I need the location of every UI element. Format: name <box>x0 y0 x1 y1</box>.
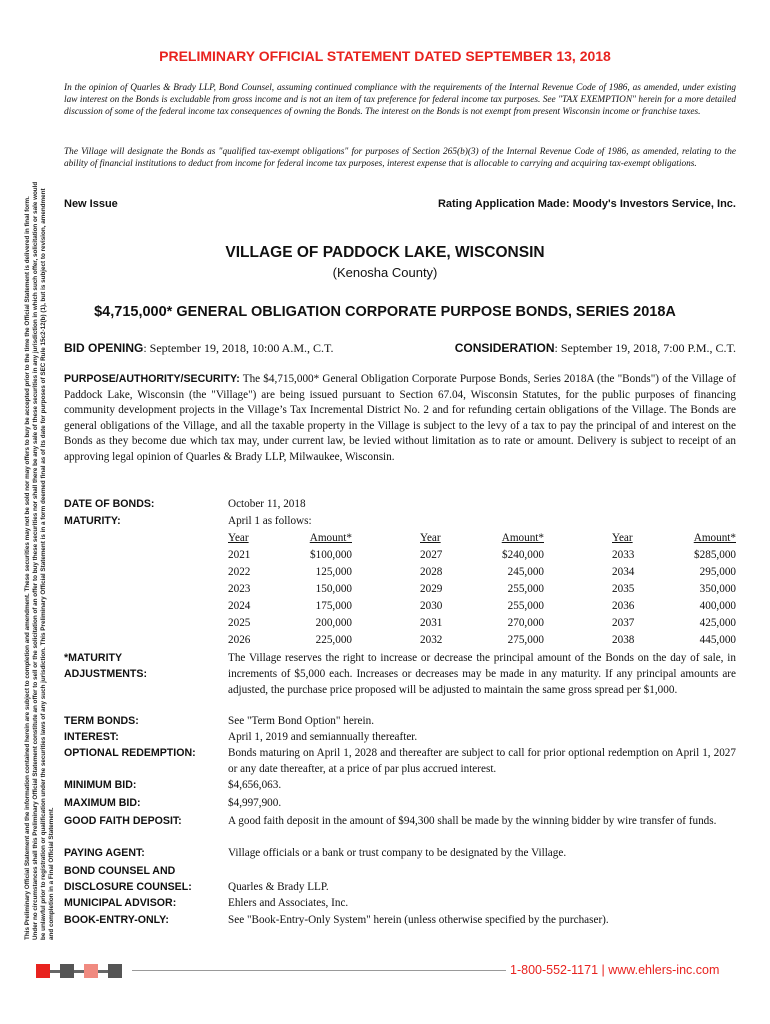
tax-opinion-paragraph: In the opinion of Quarles & Brady LLP, Bond Counsel, assuming continued compliance with the requirements of the Internal Revenue Code of 1986, as amended, under existing law interest on the Bonds is excludable from gross income and is not an item of tax preference for federal income tax purposes. See "TAX EXEMPTION" herein for a more detailed discussion of some of the federal income tax consequences of owning the Bonds. The interest on the Bonds is not exempt from present Wisconsin income or franchise taxes. <box>64 83 736 118</box>
maturity-amount-column <box>464 530 544 649</box>
footer-square <box>60 964 74 978</box>
bid-opening-value: : September 19, 2018, 10:00 A.M., C.T. <box>143 341 334 355</box>
footer-contact: 1-800-552-1171 | www.ehlers-inc.com <box>510 963 720 977</box>
maturity-year: 2029 <box>420 583 443 595</box>
maturity-year-column <box>420 530 460 649</box>
maturity-amount: $240,000 <box>502 549 544 561</box>
side-notice-line: Under no circumstances shall this Preliminary Official Statement constitute an offer to sell or the solicitation of an offer to buy these securities nor shall there be any sale of these securities in any jurisdiction in which such offer, solicitation or sale would <box>32 181 39 940</box>
maturity-year: 2026 <box>228 634 251 646</box>
footer-square <box>84 964 98 978</box>
term-label: MUNICIPAL ADVISOR: <box>64 897 177 909</box>
maturity-year-column <box>228 530 268 649</box>
consideration-label: CONSIDERATION <box>454 341 555 355</box>
term-value: October 11, 2018 <box>228 498 306 510</box>
side-notice-line: This Preliminary Official Statement and the information contained herein are subject to completion and amendment. These securities may not be sold nor may offers to buy be accepted prior to the time the Official Statement is delivered in final form. <box>24 196 31 940</box>
bonds-title: $4,715,000* GENERAL OBLIGATION CORPORATE PURPOSE BONDS, SERIES 2018A <box>94 304 676 320</box>
maturity-year: 2038 <box>612 634 635 646</box>
maturity-amount: 400,000 <box>699 600 736 612</box>
maturity-amount: 150,000 <box>315 583 352 595</box>
maturity-year: 2022 <box>228 566 251 578</box>
term-value: See "Book-Entry-Only System" herein (unless otherwise specified by the purchaser). <box>228 914 609 926</box>
term-value: April 1, 2019 and semiannually thereafter. <box>228 731 418 743</box>
purpose-text: The $4,715,000* General Obligation Corporate Purpose Bonds, Series 2018A (the "Bonds") of the Village of Paddock Lake, Wisconsin (the "Village") are being issued pursuant to Section 67.04, Wisconsin Statutes, for the public purposes of financing community development projects in the Village’s Tax Incremental District No. 2 and for refunding certain obligations of the Village. The Bonds are general obligations of the Village, and all the taxable property in the Village is subject to the levy of a tax to pay the principal of and interest on the Bonds as they become due which tax may, under current law, be levied without limitation as to rate or amount. Delivery is subject to receipt of an approving legal opinion of Quarles & Brady LLP, Milwaukee, Wisconsin. <box>64 373 736 463</box>
amount-header: Amount* <box>309 532 352 544</box>
term-value: A good faith deposit in the amount of $94,300 shall be made by the winning bidder by wire transfer of funds. <box>228 815 717 827</box>
footer-square-connector <box>74 970 84 973</box>
bid-opening <box>64 341 333 356</box>
maturity-amount: 350,000 <box>699 583 736 595</box>
document-title: PRELIMINARY OFFICIAL STATEMENT DATED SEPTEMBER 13, 2018 <box>159 48 611 64</box>
maturity-amount: $285,000 <box>694 549 736 561</box>
maturity-amount: 445,000 <box>699 634 736 646</box>
year-header: Year <box>612 532 633 544</box>
term-value: Village officials or a bank or trust company to be designated by the Village. <box>228 847 567 859</box>
term-value: Bonds maturing on April 1, 2028 and thereafter are subject to call for prior optional redemption on April 1, 2027 or any date thereafter, at a price of par plus accrued interest. <box>228 747 736 775</box>
year-header: Year <box>228 532 249 544</box>
term-label: BOOK-ENTRY-ONLY: <box>64 914 169 926</box>
consideration-value: : September 19, 2018, 7:00 P.M., C.T. <box>554 341 736 355</box>
term-label: GOOD FAITH DEPOSIT: <box>64 815 182 827</box>
footer-square <box>36 964 50 978</box>
term-label: MATURITY: <box>64 515 121 527</box>
footer-square-connector <box>50 970 60 973</box>
maturity-year: 2024 <box>228 600 251 612</box>
term-value: April 1 as follows: <box>228 515 312 527</box>
maturity-amount-column <box>272 530 352 649</box>
year-header: Year <box>420 532 441 544</box>
maturity-amount: 125,000 <box>315 566 352 578</box>
bid-opening-label: BID OPENING <box>64 341 144 355</box>
maturity-year: 2028 <box>420 566 443 578</box>
term-label: PAYING AGENT: <box>64 847 145 859</box>
side-notice-line: be unlawful prior to registration or qualification under the securities laws of any such jurisdiction. This Preliminary Official Statement is in a form deemed final as of its date for purposes of SEC Rule 15c2-12(b) (1), but is subject to revision, amendment <box>40 188 47 940</box>
maturity-year: 2021 <box>228 549 251 561</box>
side-notice <box>24 70 56 940</box>
maturity-amount: 270,000 <box>507 617 544 629</box>
footer-square <box>108 964 122 978</box>
rating-statement: Rating Application Made: Moody's Investors Service, Inc. <box>437 198 736 210</box>
consideration <box>455 341 736 356</box>
footer-divider <box>132 970 506 971</box>
term-value: See "Term Bond Option" herein. <box>228 715 374 727</box>
maturity-amount: 255,000 <box>507 583 544 595</box>
maturity-amount: 225,000 <box>315 634 352 646</box>
term-label: DATE OF BONDS: <box>64 498 155 510</box>
term-label: MAXIMUM BID: <box>64 797 141 809</box>
maturity-year: 2036 <box>612 600 635 612</box>
maturity-year: 2027 <box>420 549 443 561</box>
maturity-year: 2034 <box>612 566 635 578</box>
term-label: INTEREST: <box>64 731 119 743</box>
side-notice-line: and completion in a Final Official Statement. <box>48 807 55 940</box>
maturity-year: 2033 <box>612 549 635 561</box>
new-issue-label: New Issue <box>64 198 118 210</box>
issuer-name: VILLAGE OF PADDOCK LAKE, WISCONSIN <box>225 244 545 261</box>
maturity-year: 2031 <box>420 617 443 629</box>
maturity-year: 2023 <box>228 583 251 595</box>
issuer-county: (Kenosha County) <box>332 265 438 280</box>
maturity-amount-column <box>656 530 736 649</box>
designation-paragraph: The Village will designate the Bonds as "qualified tax-exempt obligations" for purposes of Section 265(b)(3) of the Internal Revenue Code of 1986, as amended, relating to the ability of financial institutions to deduct from income for federal income tax purposes, interest expense that is allocable to carrying and acquiring tax-exempt obligations. <box>64 147 736 170</box>
term-value: $4,997,900. <box>228 797 282 809</box>
maturity-amount: 255,000 <box>507 600 544 612</box>
term-label: BOND COUNSEL AND DISCLOSURE COUNSEL: <box>64 865 192 893</box>
footer-square-connector <box>98 970 108 973</box>
maturity-amount: 425,000 <box>699 617 736 629</box>
maturity-year-column <box>612 530 652 649</box>
maturity-year: 2030 <box>420 600 443 612</box>
term-value: Quarles & Brady LLP. <box>228 881 329 893</box>
term-label: TERM BONDS: <box>64 715 139 727</box>
maturity-amount: 295,000 <box>699 566 736 578</box>
amount-header: Amount* <box>501 532 544 544</box>
maturity-year: 2032 <box>420 634 443 646</box>
term-label: OPTIONAL REDEMPTION: <box>64 747 196 759</box>
term-value: Ehlers and Associates, Inc. <box>228 897 349 909</box>
purpose-label: PURPOSE/AUTHORITY/SECURITY: <box>64 373 240 385</box>
maturity-amount: 275,000 <box>507 634 544 646</box>
maturity-amount: $100,000 <box>310 549 352 561</box>
amount-header: Amount* <box>693 532 736 544</box>
maturity-amount: 200,000 <box>315 617 352 629</box>
maturity-year: 2037 <box>612 617 635 629</box>
maturity-year: 2035 <box>612 583 635 595</box>
term-value: $4,656,063. <box>228 779 282 791</box>
maturity-amount: 245,000 <box>507 566 544 578</box>
term-label: *MATURITY ADJUSTMENTS: <box>64 652 147 680</box>
term-value: The Village reserves the right to increase or decrease the principal amount of the Bonds on the day of sale, in increments of $5,000 each. Increases or decreases may be made in any maturity. If any principal amounts are adjusted, the purchase price proposed will be adjusted to maintain the same gross spread per $1,000. <box>228 652 736 696</box>
term-label: MINIMUM BID: <box>64 779 137 791</box>
maturity-amount: 175,000 <box>315 600 352 612</box>
purpose-paragraph <box>64 372 736 466</box>
maturity-year: 2025 <box>228 617 251 629</box>
